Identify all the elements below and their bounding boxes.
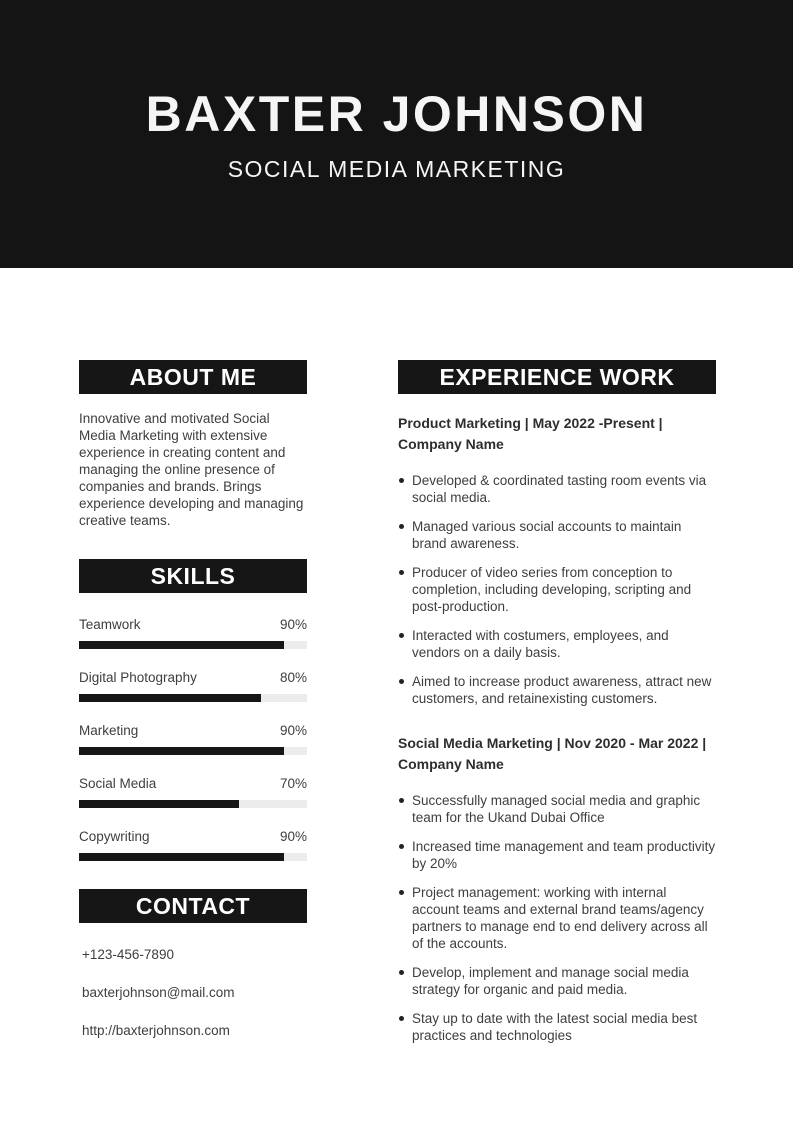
person-name: BAXTER JOHNSON [145, 86, 648, 142]
skill-row [79, 829, 307, 844]
contact-item[interactable]: baxterjohnson@mail.com [82, 985, 235, 1000]
job-heading: Product Marketing | May 2022 -Present | Company Name [398, 415, 663, 452]
experience-bullet: Managed various social accounts to maintain brand awareness. [398, 518, 716, 552]
skill-progressbar-track [79, 747, 307, 755]
experience-bullet: Interacted with costumers, employees, and vendors on a daily basis. [398, 627, 716, 661]
skill-progressbar-track [79, 853, 307, 861]
skill-progressbar-fill [79, 853, 284, 861]
skill-row [79, 670, 307, 685]
job-entry-social-media-marketing [398, 733, 716, 1044]
skill-label: Teamwork [79, 617, 141, 632]
contact-section-title: CONTACT [79, 889, 307, 923]
contact-item[interactable]: +123-456-7890 [82, 947, 174, 962]
job-bullet-list [398, 792, 716, 1044]
skill-item [79, 617, 307, 649]
skill-progressbar-fill [79, 694, 261, 702]
skill-progressbar-track [79, 694, 307, 702]
right-column [398, 360, 716, 1061]
skills-section [79, 559, 307, 861]
experience-section [398, 360, 716, 1044]
skill-progressbar-track [79, 641, 307, 649]
skill-row [79, 617, 307, 632]
skill-progressbar-fill [79, 800, 239, 808]
skill-row [79, 723, 307, 738]
skill-item [79, 723, 307, 755]
skills-list [79, 617, 307, 861]
experience-bullet: Develop, implement and manage social media strategy for organic and paid media. [398, 964, 716, 998]
skill-percentage-value: 90% [279, 829, 307, 844]
contact-list [79, 947, 307, 1038]
experience-bullet: Producer of video series from conception to completion, including developing, scripting and post-production. [398, 564, 716, 615]
skill-progressbar-fill [79, 641, 284, 649]
skill-percentage-value: 70% [279, 776, 307, 791]
left-column [79, 360, 307, 1061]
skill-label: Digital Photography [79, 670, 197, 685]
about-text: Innovative and motivated Social Media Marketing with extensive experience in creating content and managing the online presence of companies and brands. Brings experience developing and managing creative teams. [79, 411, 304, 528]
experience-bullet: Developed & coordinated tasting room events via social media. [398, 472, 716, 506]
experience-section-title: EXPERIENCE WORK [398, 360, 716, 394]
experience-bullet: Increased time management and team productivity by 20% [398, 838, 716, 872]
skill-percentage-value: 80% [279, 670, 307, 685]
contact-item[interactable]: http://baxterjohnson.com [82, 1023, 230, 1038]
resume-body [0, 268, 793, 1061]
job-heading: Social Media Marketing | Nov 2020 - Mar 2022 | Company Name [398, 735, 707, 772]
skill-percentage-value: 90% [279, 617, 307, 632]
skill-progressbar-fill [79, 747, 284, 755]
experience-bullet: Stay up to date with the latest social media best practices and technologies [398, 1010, 716, 1044]
person-role-subtitle: SOCIAL MEDIA MARKETING [227, 156, 566, 182]
skill-item [79, 776, 307, 808]
job-bullet-list [398, 472, 716, 707]
skill-progressbar-track [79, 800, 307, 808]
job-entry-product-marketing [398, 413, 716, 707]
resume-header [0, 0, 793, 268]
skill-label: Marketing [79, 723, 139, 738]
skill-label: Copywriting [79, 829, 150, 844]
experience-bullet: Successfully managed social media and graphic team for the Ukand Dubai Office [398, 792, 716, 826]
skill-item [79, 829, 307, 861]
experience-bullet: Aimed to increase product awareness, attract new customers, and retainexisting customers. [398, 673, 716, 707]
skill-label: Social Media [79, 776, 157, 791]
contact-section [79, 889, 307, 1038]
about-section-title: ABOUT ME [79, 360, 307, 394]
experience-bullet: Project management: working with internal account teams and external brand teams/agency partners to manage end to end delivery across all of the accounts. [398, 884, 716, 952]
skill-item [79, 670, 307, 702]
skill-row [79, 776, 307, 791]
about-section [79, 360, 307, 529]
skill-percentage-value: 90% [279, 723, 307, 738]
skills-section-title: SKILLS [79, 559, 307, 593]
